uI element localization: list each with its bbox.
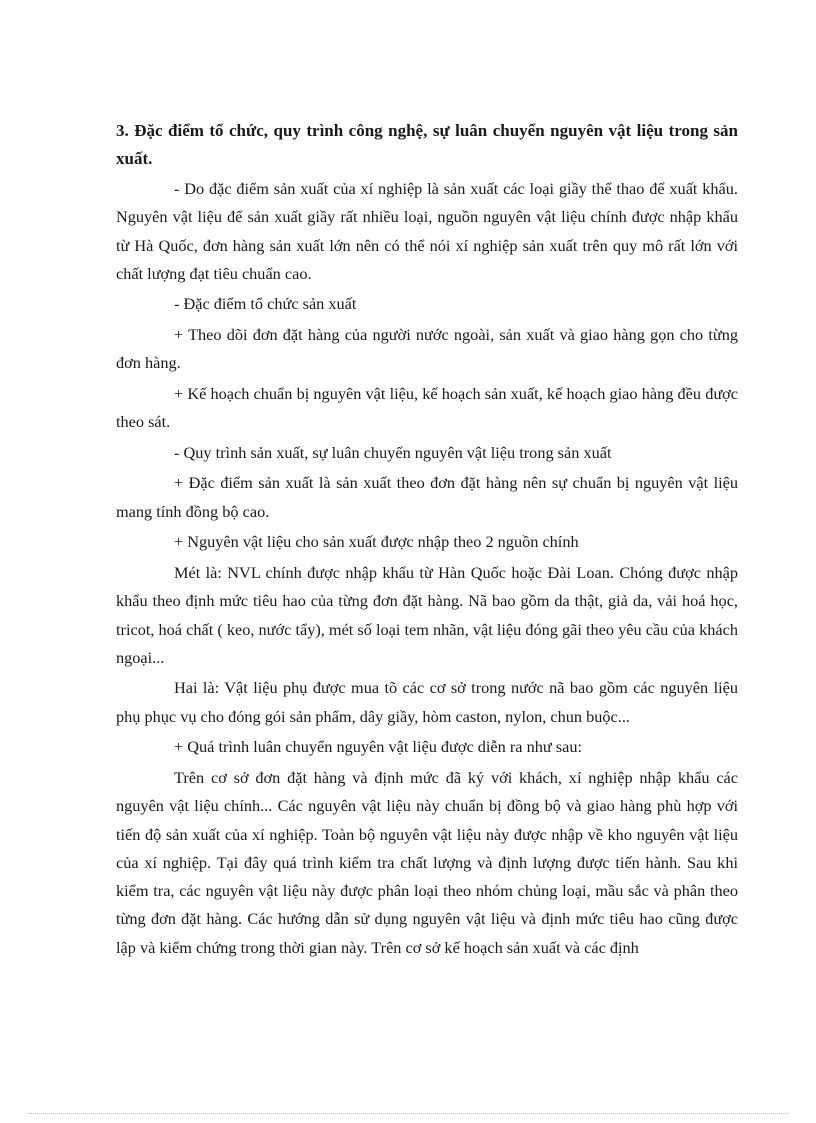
document-body [116,117,738,964]
section-heading: 3. Đặc điểm tổ chức, quy trình công nghệ, sự luân chuyển nguyên vật liệu trong sản xuất. [116,121,738,168]
paragraph-planning: + Kế hoạch chuẩn bị nguyên vật liệu, kế hoạch sản xuất, kế hoạch giao hàng đều được theo sát. [116,383,738,432]
paragraph-circulation-heading: + Quá trình luân chuyển nguyên vật liệu được diễn ra như sau: [174,737,582,757]
paragraph-process-heading: - Quy trình sản xuất, sự luân chuyển nguyên vật liệu trong sản xuất [174,442,612,462]
paragraph-two-sources: + Nguyên vật liệu cho sản xuất được nhập theo 2 nguồn chính [174,532,579,552]
paragraph-organization-heading: - Đặc điểm tổ chức sản xuất [174,294,357,314]
footer-divider [28,1113,788,1114]
paragraph-circulation-detail: Trên cơ sở đơn đặt hàng và định mức đã ký với khách, xí nghiệp nhập khẩu các nguyên vật liệu chính... Các nguyên vật liệu này chuẩn bị đồng bộ và giao hàng phù hợp với tiến độ sản xuất của xí nghiệp. Toàn bộ nguyên vật liệu này được nhập về kho nguyên vật liệu của xí nghiệp. Tại đây quá trình kiểm tra chất lượng và định lượng được tiến hành. Sau khi kiểm tra, các nguyên vật liệu này được phân loại theo nhóm chủng loại, mầu sắc và phân theo từng đơn đặt hàng. Các hướng dẫn sử dụng nguyên vật liệu và định mức tiêu hao cũng được lập và kiểm chứng trong thời gian này. Trên cơ sở kế hoạch sản xuất và các định [116,767,738,957]
paragraph-production-characteristics: - Do đặc điểm sản xuất của xí nghiệp là sản xuất các loại giầy thể thao để xuất khẩu. Nguyên vật liệu để sản xuất giầy rất nhiều loại, nguồn nguyên vật liệu chính được nhập khẩu từ Hà Quốc, đơn hàng sản xuất lớn nên có thể nói xí nghiệp sản xuất trên quy mô rất lớn với chất lượng đạt tiêu chuẩn cao. [116,179,738,283]
paragraph-track-orders: + Theo dõi đơn đặt hàng của người nước ngoài, sản xuất và giao hàng gọn cho từng đơn hàng. [116,325,738,373]
paragraph-order-based-production: + Đặc điểm sản xuất là sản xuất theo đơn đặt hàng nên sự chuẩn bị nguyên vật liệu mang tính đồng bộ cao. [116,473,738,521]
paragraph-source-two: Hai là: Vật liệu phụ được mua tõ các cơ sở trong nước nã bao gồm các nguyên liệu phụ phục vụ cho đóng gói sản phẩm, dây giầy, hòm caston, nylon, chun buộc... [116,678,738,726]
paragraph-source-one: Mét là: NVL chính được nhập khẩu từ Hàn Quốc hoặc Đài Loan. Chóng được nhập khẩu theo định mức tiêu hao của từng đơn đặt hàng. Nã bao gồm da thật, giả da, vải hoá học, tricot, hoá chất ( keo, nước tẩy), mét số loại tem nhãn, vật liệu đóng gãi theo yêu cầu của khách ngoại... [116,562,738,667]
